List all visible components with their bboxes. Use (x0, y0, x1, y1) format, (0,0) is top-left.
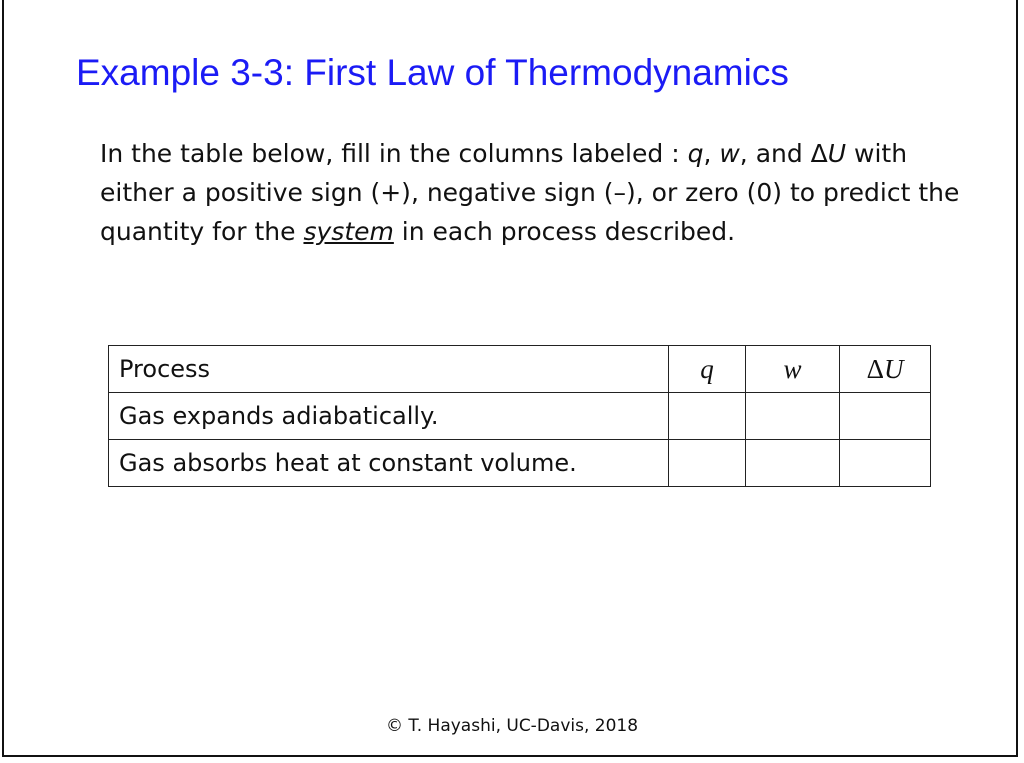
instructions-separator: , (703, 139, 720, 168)
process-cell: Gas absorbs heat at constant volume. (109, 440, 669, 487)
instructions-w-symbol: w (719, 139, 740, 168)
w-cell (746, 440, 840, 487)
q-cell (669, 393, 746, 440)
process-table (108, 345, 931, 487)
instructions-part3: in each process described. (393, 217, 736, 246)
process-cell: Gas expands adiabatically. (109, 393, 669, 440)
instructions-part1: In the table below, fill in the columns labeled : (100, 139, 688, 168)
footer-copyright: © T. Hayashi, UC-Davis, 2018 (385, 716, 639, 736)
table-row (109, 440, 931, 487)
instructions-u-symbol: U (827, 139, 847, 168)
header-delta-u (840, 346, 931, 393)
w-cell (746, 393, 840, 440)
delta-u-cell (840, 440, 931, 487)
instructions-separator: , and Δ (739, 139, 828, 168)
instructions-text (100, 134, 960, 251)
slide-title: Example 3-3: First Law of Thermodynamics (76, 52, 789, 93)
u-symbol: U (883, 353, 904, 384)
slide (2, 0, 1018, 757)
delta-u-cell (840, 393, 931, 440)
header-process: Process (109, 346, 669, 393)
header-q: q (669, 346, 746, 393)
instructions-system-word: system (303, 217, 394, 246)
q-cell (669, 440, 746, 487)
table-row (109, 393, 931, 440)
header-w: w (746, 346, 840, 393)
table-header-row (109, 346, 931, 393)
instructions-q-symbol: q (687, 139, 704, 168)
delta-symbol: Δ (866, 353, 884, 384)
instructions-part2: with either a positive sign (+), negative sign (–), or zero (0) to predict the quantity for the (100, 139, 960, 246)
